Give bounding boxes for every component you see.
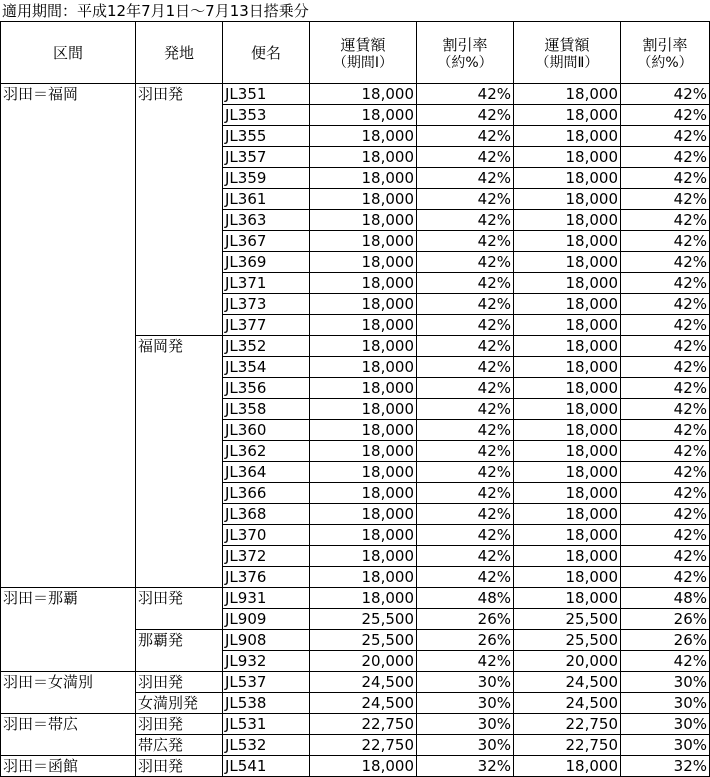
fare-period-2-cell: 18,000 xyxy=(514,441,621,462)
fare-period-2-cell: 25,500 xyxy=(514,609,621,630)
origin-cell: 女満別発 xyxy=(136,693,223,714)
fare-period-1-cell: 18,000 xyxy=(310,105,417,126)
fare-period-2-cell: 18,000 xyxy=(514,357,621,378)
discount-rate-2-cell: 42% xyxy=(621,462,710,483)
flight-number-cell: JL367 xyxy=(223,231,310,252)
flight-number-cell: JL931 xyxy=(223,588,310,609)
discount-rate-2-cell: 42% xyxy=(621,294,710,315)
flight-number-cell: JL362 xyxy=(223,441,310,462)
discount-rate-2-cell: 42% xyxy=(621,273,710,294)
flight-number-cell: JL354 xyxy=(223,357,310,378)
fare-period-2-cell: 18,000 xyxy=(514,378,621,399)
discount-rate-1-cell: 42% xyxy=(417,420,514,441)
discount-rate-2-cell: 30% xyxy=(621,672,710,693)
discount-rate-1-cell: 42% xyxy=(417,168,514,189)
fare-period-2-cell: 18,000 xyxy=(514,315,621,336)
discount-rate-1-cell: 42% xyxy=(417,378,514,399)
fare-table xyxy=(0,21,710,777)
discount-rate-1-cell: 42% xyxy=(417,315,514,336)
origin-cell: 羽田発 xyxy=(136,714,223,735)
fare-period-1-cell: 18,000 xyxy=(310,483,417,504)
discount-rate-1-cell: 42% xyxy=(417,147,514,168)
discount-rate-1-cell: 30% xyxy=(417,735,514,756)
discount-rate-1-cell: 42% xyxy=(417,189,514,210)
discount-rate-1-cell: 26% xyxy=(417,630,514,651)
origin-cell: 帯広発 xyxy=(136,735,223,756)
flight-number-cell: JL358 xyxy=(223,399,310,420)
flight-number-cell: JL376 xyxy=(223,567,310,588)
fare-period-1-cell: 18,000 xyxy=(310,252,417,273)
header-origin: 発地 xyxy=(136,22,223,84)
flight-number-cell: JL932 xyxy=(223,651,310,672)
fare-period-1-cell: 18,000 xyxy=(310,567,417,588)
page-caption: 適用期間：平成12年7月1日～7月13日搭乗分 xyxy=(2,2,309,20)
header-fare-period-2: 運賃額 （期間Ⅱ） xyxy=(514,22,621,84)
flight-number-cell: JL351 xyxy=(223,84,310,105)
fare-period-2-cell: 18,000 xyxy=(514,105,621,126)
fare-period-2-cell: 24,500 xyxy=(514,672,621,693)
fare-period-2-cell: 18,000 xyxy=(514,588,621,609)
discount-rate-1-cell: 42% xyxy=(417,357,514,378)
header-flight: 便名 xyxy=(223,22,310,84)
fare-period-2-cell: 18,000 xyxy=(514,756,621,777)
table-row xyxy=(1,588,710,609)
fare-period-1-cell: 18,000 xyxy=(310,399,417,420)
origin-cell: 羽田発 xyxy=(136,588,223,630)
discount-rate-1-cell: 42% xyxy=(417,567,514,588)
discount-rate-1-cell: 30% xyxy=(417,714,514,735)
fare-period-2-cell: 22,750 xyxy=(514,735,621,756)
flight-number-cell: JL371 xyxy=(223,273,310,294)
flight-number-cell: JL353 xyxy=(223,105,310,126)
fare-period-2-cell: 18,000 xyxy=(514,168,621,189)
route-cell: 羽田＝函館 xyxy=(1,756,136,777)
discount-rate-1-cell: 42% xyxy=(417,504,514,525)
table-row xyxy=(1,84,710,105)
fare-table-body xyxy=(1,84,710,777)
route-cell: 羽田＝那覇 xyxy=(1,588,136,672)
discount-rate-2-cell: 42% xyxy=(621,147,710,168)
route-cell: 羽田＝帯広 xyxy=(1,714,136,756)
discount-rate-1-cell: 42% xyxy=(417,231,514,252)
fare-period-1-cell: 24,500 xyxy=(310,672,417,693)
discount-rate-2-cell: 30% xyxy=(621,735,710,756)
flight-number-cell: JL356 xyxy=(223,378,310,399)
fare-period-1-cell: 18,000 xyxy=(310,441,417,462)
discount-rate-2-cell: 42% xyxy=(621,546,710,567)
fare-period-1-cell: 18,000 xyxy=(310,315,417,336)
route-cell: 羽田＝福岡 xyxy=(1,84,136,588)
discount-rate-2-cell: 42% xyxy=(621,525,710,546)
fare-period-1-cell: 18,000 xyxy=(310,420,417,441)
fare-period-2-cell: 25,500 xyxy=(514,630,621,651)
discount-rate-2-cell: 42% xyxy=(621,105,710,126)
fare-period-1-cell: 18,000 xyxy=(310,546,417,567)
discount-rate-1-cell: 42% xyxy=(417,126,514,147)
discount-rate-2-cell: 42% xyxy=(621,483,710,504)
fare-period-2-cell: 18,000 xyxy=(514,210,621,231)
flight-number-cell: JL368 xyxy=(223,504,310,525)
flight-number-cell: JL909 xyxy=(223,609,310,630)
discount-rate-2-cell: 42% xyxy=(621,651,710,672)
discount-rate-1-cell: 26% xyxy=(417,609,514,630)
discount-rate-2-cell: 42% xyxy=(621,315,710,336)
fare-period-1-cell: 18,000 xyxy=(310,189,417,210)
flight-number-cell: JL908 xyxy=(223,630,310,651)
origin-cell: 福岡発 xyxy=(136,336,223,588)
discount-rate-2-cell: 42% xyxy=(621,189,710,210)
discount-rate-2-cell: 42% xyxy=(621,357,710,378)
fare-period-2-cell: 18,000 xyxy=(514,420,621,441)
discount-rate-2-cell: 30% xyxy=(621,693,710,714)
discount-rate-2-cell: 42% xyxy=(621,420,710,441)
fare-period-1-cell: 18,000 xyxy=(310,525,417,546)
discount-rate-1-cell: 42% xyxy=(417,210,514,231)
discount-rate-1-cell: 30% xyxy=(417,693,514,714)
flight-number-cell: JL355 xyxy=(223,126,310,147)
flight-number-cell: JL352 xyxy=(223,336,310,357)
fare-period-2-cell: 18,000 xyxy=(514,147,621,168)
fare-period-2-cell: 18,000 xyxy=(514,399,621,420)
discount-rate-2-cell: 42% xyxy=(621,441,710,462)
fare-period-1-cell: 18,000 xyxy=(310,357,417,378)
discount-rate-1-cell: 30% xyxy=(417,672,514,693)
fare-period-2-cell: 18,000 xyxy=(514,84,621,105)
fare-period-1-cell: 25,500 xyxy=(310,630,417,651)
flight-number-cell: JL359 xyxy=(223,168,310,189)
discount-rate-1-cell: 42% xyxy=(417,294,514,315)
fare-period-2-cell: 18,000 xyxy=(514,231,621,252)
flight-number-cell: JL377 xyxy=(223,315,310,336)
flight-number-cell: JL360 xyxy=(223,420,310,441)
fare-period-1-cell: 18,000 xyxy=(310,588,417,609)
origin-cell: 羽田発 xyxy=(136,756,223,777)
fare-period-1-cell: 18,000 xyxy=(310,294,417,315)
flight-number-cell: JL370 xyxy=(223,525,310,546)
header-rate-1: 割引率 （約%） xyxy=(417,22,514,84)
origin-cell: 那覇発 xyxy=(136,630,223,672)
fare-period-1-cell: 18,000 xyxy=(310,231,417,252)
discount-rate-2-cell: 26% xyxy=(621,630,710,651)
flight-number-cell: JL361 xyxy=(223,189,310,210)
fare-period-1-cell: 22,750 xyxy=(310,714,417,735)
flight-number-cell: JL373 xyxy=(223,294,310,315)
discount-rate-2-cell: 42% xyxy=(621,336,710,357)
fare-period-2-cell: 22,750 xyxy=(514,714,621,735)
fare-period-1-cell: 18,000 xyxy=(310,147,417,168)
fare-period-2-cell: 18,000 xyxy=(514,252,621,273)
flight-number-cell: JL541 xyxy=(223,756,310,777)
flight-number-cell: JL364 xyxy=(223,462,310,483)
discount-rate-2-cell: 42% xyxy=(621,126,710,147)
fare-period-2-cell: 18,000 xyxy=(514,462,621,483)
discount-rate-1-cell: 42% xyxy=(417,399,514,420)
discount-rate-1-cell: 42% xyxy=(417,546,514,567)
fare-period-2-cell: 18,000 xyxy=(514,126,621,147)
flight-number-cell: JL532 xyxy=(223,735,310,756)
discount-rate-1-cell: 48% xyxy=(417,588,514,609)
fare-period-1-cell: 18,000 xyxy=(310,756,417,777)
discount-rate-2-cell: 30% xyxy=(621,714,710,735)
fare-period-1-cell: 24,500 xyxy=(310,693,417,714)
discount-rate-1-cell: 42% xyxy=(417,483,514,504)
fare-period-2-cell: 18,000 xyxy=(514,525,621,546)
header-row xyxy=(1,22,710,84)
fare-period-1-cell: 22,750 xyxy=(310,735,417,756)
discount-rate-1-cell: 42% xyxy=(417,525,514,546)
header-fare-period-1: 運賃額 （期間Ⅰ） xyxy=(310,22,417,84)
fare-period-1-cell: 18,000 xyxy=(310,210,417,231)
fare-period-1-cell: 18,000 xyxy=(310,462,417,483)
fare-period-2-cell: 18,000 xyxy=(514,273,621,294)
fare-period-1-cell: 18,000 xyxy=(310,336,417,357)
discount-rate-1-cell: 42% xyxy=(417,105,514,126)
origin-cell: 羽田発 xyxy=(136,84,223,336)
discount-rate-2-cell: 42% xyxy=(621,168,710,189)
discount-rate-2-cell: 42% xyxy=(621,84,710,105)
fare-period-1-cell: 18,000 xyxy=(310,378,417,399)
flight-number-cell: JL369 xyxy=(223,252,310,273)
discount-rate-2-cell: 42% xyxy=(621,399,710,420)
origin-cell: 羽田発 xyxy=(136,672,223,693)
table-row xyxy=(1,714,710,735)
header-rate-2: 割引率 （約%） xyxy=(621,22,710,84)
discount-rate-2-cell: 32% xyxy=(621,756,710,777)
flight-number-cell: JL372 xyxy=(223,546,310,567)
fare-period-2-cell: 18,000 xyxy=(514,294,621,315)
fare-period-2-cell: 20,000 xyxy=(514,651,621,672)
fare-period-2-cell: 24,500 xyxy=(514,693,621,714)
fare-period-1-cell: 18,000 xyxy=(310,168,417,189)
fare-period-1-cell: 25,500 xyxy=(310,609,417,630)
discount-rate-2-cell: 42% xyxy=(621,210,710,231)
fare-period-1-cell: 18,000 xyxy=(310,273,417,294)
fare-period-1-cell: 20,000 xyxy=(310,651,417,672)
table-row xyxy=(1,756,710,777)
discount-rate-1-cell: 42% xyxy=(417,441,514,462)
discount-rate-2-cell: 42% xyxy=(621,567,710,588)
flight-number-cell: JL366 xyxy=(223,483,310,504)
fare-period-1-cell: 18,000 xyxy=(310,126,417,147)
flight-number-cell: JL538 xyxy=(223,693,310,714)
discount-rate-2-cell: 48% xyxy=(621,588,710,609)
discount-rate-1-cell: 42% xyxy=(417,252,514,273)
flight-number-cell: JL537 xyxy=(223,672,310,693)
route-cell: 羽田＝女満別 xyxy=(1,672,136,714)
discount-rate-1-cell: 42% xyxy=(417,84,514,105)
flight-number-cell: JL357 xyxy=(223,147,310,168)
fare-period-2-cell: 18,000 xyxy=(514,189,621,210)
discount-rate-2-cell: 42% xyxy=(621,252,710,273)
discount-rate-1-cell: 42% xyxy=(417,462,514,483)
discount-rate-1-cell: 42% xyxy=(417,651,514,672)
fare-period-2-cell: 18,000 xyxy=(514,504,621,525)
discount-rate-2-cell: 26% xyxy=(621,609,710,630)
fare-period-2-cell: 18,000 xyxy=(514,546,621,567)
discount-rate-2-cell: 42% xyxy=(621,378,710,399)
fare-period-2-cell: 18,000 xyxy=(514,567,621,588)
fare-period-1-cell: 18,000 xyxy=(310,504,417,525)
discount-rate-1-cell: 32% xyxy=(417,756,514,777)
fare-period-2-cell: 18,000 xyxy=(514,336,621,357)
discount-rate-2-cell: 42% xyxy=(621,231,710,252)
flight-number-cell: JL363 xyxy=(223,210,310,231)
flight-number-cell: JL531 xyxy=(223,714,310,735)
table-row xyxy=(1,672,710,693)
discount-rate-2-cell: 42% xyxy=(621,504,710,525)
discount-rate-1-cell: 42% xyxy=(417,273,514,294)
header-route: 区間 xyxy=(1,22,136,84)
discount-rate-1-cell: 42% xyxy=(417,336,514,357)
fare-period-2-cell: 18,000 xyxy=(514,483,621,504)
fare-period-1-cell: 18,000 xyxy=(310,84,417,105)
